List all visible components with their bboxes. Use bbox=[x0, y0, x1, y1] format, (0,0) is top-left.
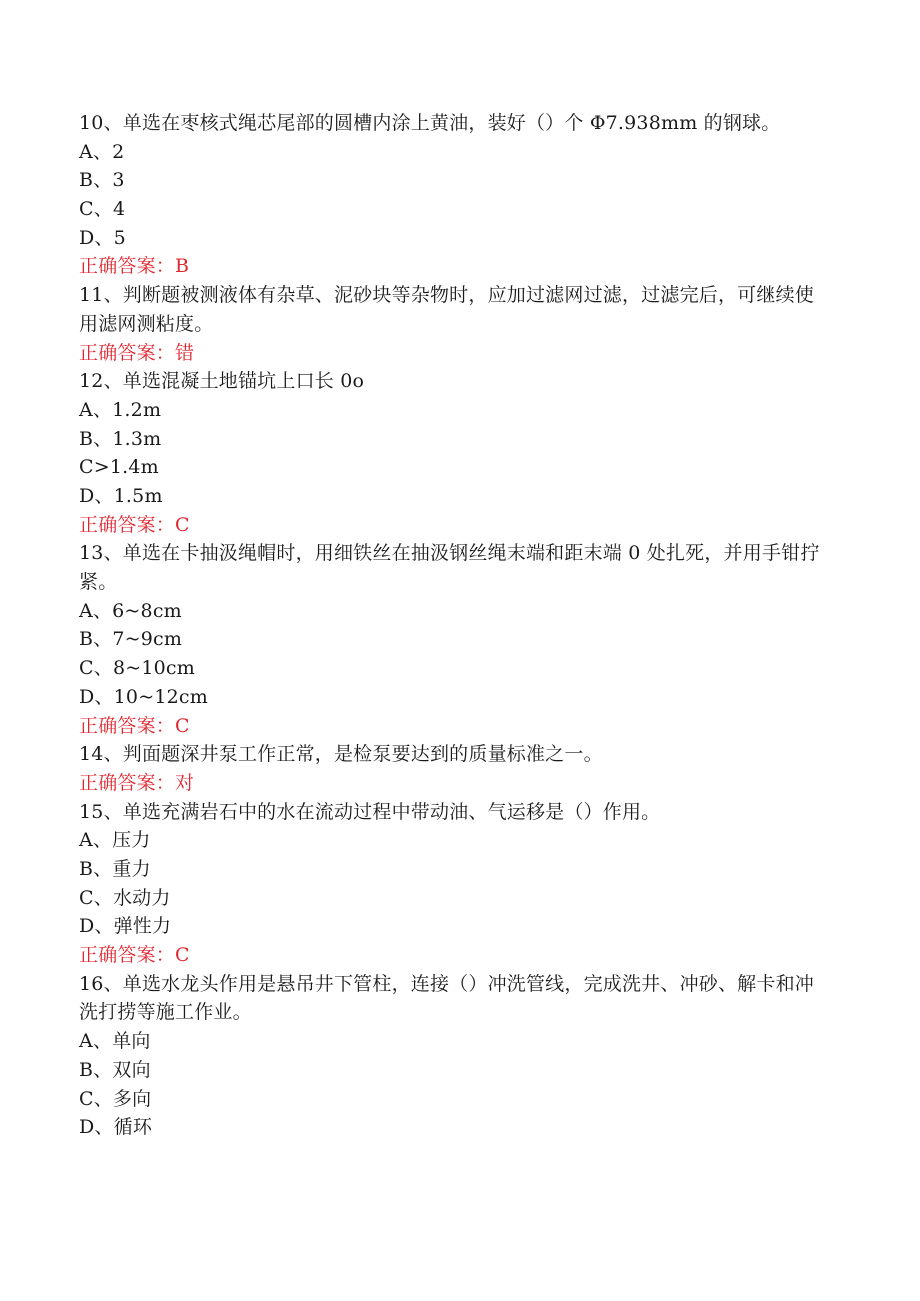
option-d: D、10~12cm bbox=[79, 685, 208, 708]
option-c: C、8~10cm bbox=[79, 657, 195, 680]
question-text: 15、单选充满岩石中的水在流动过程中带动油、气运移是（）作用。 bbox=[79, 800, 661, 823]
question-text: 11、判断题被测液体有杂草、泥砂块等杂物时，应加过滤网过滤，过滤完后，可继续使用滤网测粘度。 bbox=[79, 284, 814, 335]
answer-value: C bbox=[175, 714, 190, 737]
document-page bbox=[79, 109, 824, 1142]
question-block bbox=[79, 109, 824, 281]
answer-value: 错 bbox=[175, 341, 195, 364]
option-b: B、1.3m bbox=[79, 427, 162, 450]
option-c: C、多向 bbox=[79, 1087, 152, 1110]
question-block bbox=[79, 367, 824, 539]
answer-label: 正确答案： bbox=[79, 255, 176, 278]
option-d: D、1.5m bbox=[79, 485, 163, 507]
question-block bbox=[79, 740, 824, 797]
question-text: 14、判面题深井泵工作正常，是检泵要达到的质量标准之一。 bbox=[79, 743, 603, 766]
question-block bbox=[79, 539, 824, 740]
option-b: B、3 bbox=[79, 169, 125, 192]
question-block bbox=[79, 281, 824, 367]
question-text: 16、单选水龙头作用是悬吊井下管柱，连接（）冲洗管线，完成洗井、冲砂、解卡和冲洗打捞等施工作业。 bbox=[79, 972, 814, 1024]
option-c: C、4 bbox=[79, 198, 126, 221]
option-a: A、单向 bbox=[79, 1030, 151, 1053]
question-text: 12、单选混凝土地锚坑上口长 0o bbox=[79, 370, 365, 393]
answer-value: C bbox=[175, 944, 190, 967]
option-b: B、7~9cm bbox=[79, 628, 183, 651]
option-b: B、重力 bbox=[79, 858, 151, 880]
answer-value: C bbox=[175, 513, 190, 536]
option-a: A、1.2m bbox=[79, 398, 162, 421]
correct-answer bbox=[79, 252, 824, 281]
option-d: D、5 bbox=[79, 226, 126, 249]
option-a: A、6~8cm bbox=[79, 599, 182, 622]
option-a: A、压力 bbox=[79, 829, 151, 852]
option-d: D、弹性力 bbox=[79, 915, 172, 938]
option-c: C>1.4m bbox=[79, 456, 159, 479]
answer-label: 正确答案： bbox=[79, 771, 176, 794]
answer-value: 对 bbox=[175, 771, 195, 794]
option-b: B、双向 bbox=[79, 1058, 151, 1081]
question-text: 13、单选在卡抽汲绳帽时，用细铁丝在抽汲钢丝绳末端和距末端 0 处扎死，并用手钳拧紧。 bbox=[79, 542, 820, 594]
correct-answer bbox=[79, 339, 824, 368]
answer-label: 正确答案： bbox=[79, 714, 176, 737]
correct-answer bbox=[79, 712, 824, 741]
answer-label: 正确答案： bbox=[79, 341, 176, 364]
correct-answer bbox=[79, 769, 824, 798]
option-a: A、2 bbox=[79, 140, 125, 163]
question-text: 10、单选在枣核式绳芯尾部的圆槽内涂上黄油，装好（）个 Φ7.938mm 的钢球。 bbox=[79, 112, 781, 134]
answer-label: 正确答案： bbox=[79, 944, 176, 967]
question-block bbox=[79, 970, 824, 1142]
option-c: C、水动力 bbox=[79, 886, 171, 909]
correct-answer bbox=[79, 941, 824, 970]
question-block bbox=[79, 798, 824, 970]
answer-label: 正确答案： bbox=[79, 513, 176, 536]
answer-value: B bbox=[175, 255, 190, 278]
option-d: D、循环 bbox=[79, 1116, 153, 1139]
correct-answer bbox=[79, 511, 824, 540]
